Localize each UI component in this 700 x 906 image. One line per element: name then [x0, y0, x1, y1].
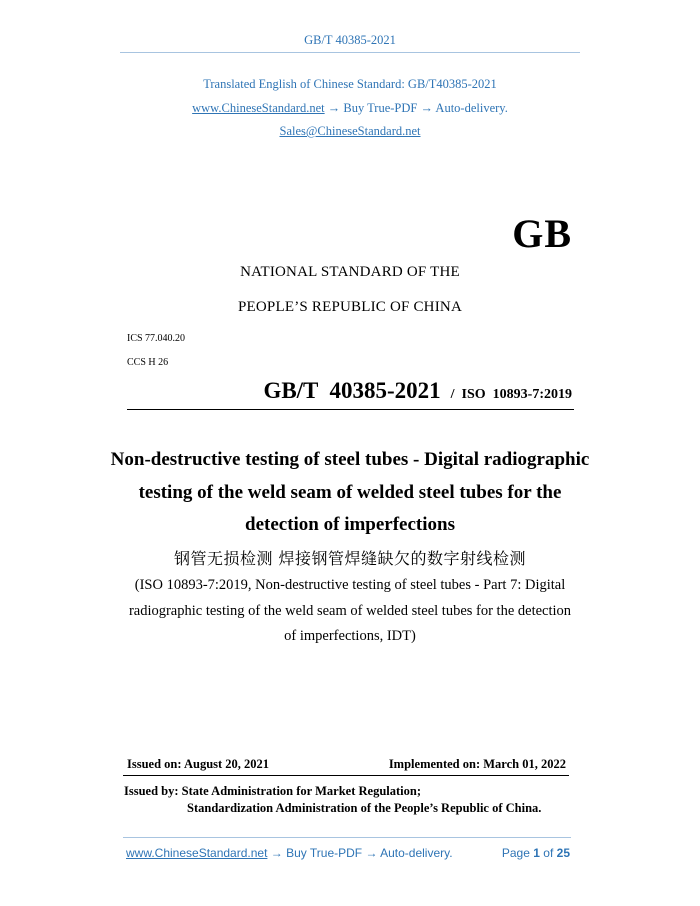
iso-equivalent-line-3: of imperfections, IDT) — [284, 628, 416, 644]
page-word: Page — [501, 846, 530, 860]
footer-website-link[interactable]: www.ChineseStandard.net — [126, 846, 268, 860]
header-divider — [120, 52, 580, 53]
issued-on-date: Issued on: August 20, 2021 — [127, 757, 270, 771]
banner-email-line — [0, 124, 700, 139]
banner-website-link[interactable]: www.ChineseStandard.net — [192, 101, 325, 115]
standard-number-rule — [127, 409, 574, 410]
title-line-3: detection of imperfections — [245, 514, 455, 535]
page-number: 1 — [533, 846, 540, 860]
standard-number: GB/T 40385-2021 — [263, 378, 441, 403]
national-standard-line2: PEOPLE’S REPUBLIC OF CHINA — [238, 299, 462, 315]
iso-equivalent-line-2: radiographic testing of the weld seam of welded steel tubes for the detection — [128, 603, 572, 619]
iso-reference: / ISO 10893-7:2019 — [450, 387, 572, 402]
footer-divider — [123, 837, 571, 838]
title-line-1: Non-destructive testing of steel tubes - Digital radiographic — [110, 449, 590, 470]
footer-link-line — [126, 846, 453, 860]
page-indicator — [502, 846, 570, 860]
iso-equivalent-line-1: (ISO 10893-7:2019, Non-destructive testing of steel tubes - Part 7: Digital — [134, 577, 566, 593]
title-line-2: testing of the weld seam of welded steel tubes for the — [138, 482, 562, 503]
chinese-title: 钢管无损检测 焊接钢管焊缝缺欠的数字射线检测 — [173, 549, 527, 568]
banner-buy-text: → Buy True-PDF → Auto-delivery. — [324, 101, 508, 115]
ics-code: ICS 77.040.20 — [127, 333, 186, 344]
total-pages: 25 — [556, 846, 570, 860]
national-standard-line1: NATIONAL STANDARD OF THE — [240, 264, 460, 280]
footer-buy-text: → Buy True-PDF → Auto-delivery. — [267, 846, 453, 860]
banner-buy-line — [0, 101, 700, 116]
issued-by-line-1: Issued by: State Administration for Market Regulation; — [124, 784, 421, 798]
standard-number-line — [263, 378, 572, 404]
banner-email-link[interactable]: Sales@ChineseStandard.net — [279, 124, 421, 138]
of-word: of — [543, 846, 554, 860]
implemented-on-date: Implemented on: March 01, 2022 — [388, 757, 566, 771]
ccs-code: CCS H 26 — [127, 357, 169, 368]
issued-rule — [123, 775, 569, 776]
header-doc-id: GB/T 40385-2021 — [304, 33, 396, 47]
gb-mark: GB — [512, 211, 572, 256]
banner-translated-line: Translated English of Chinese Standard: GB/T40385-2021 — [203, 77, 497, 91]
issued-by-line-2: Standardization Administration of the People’s Republic of China. — [187, 801, 542, 815]
